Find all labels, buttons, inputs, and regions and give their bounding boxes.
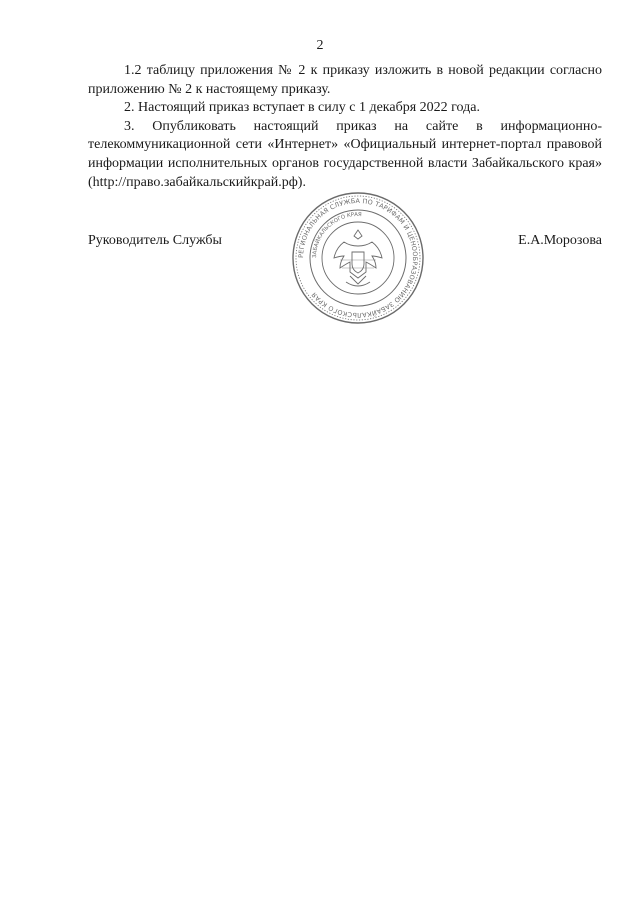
paragraph-2: 2. Настоящий приказ вступает в силу с 1 декабря 2022 года. xyxy=(124,100,480,116)
seal-inner-text: ЗАБАЙКАЛЬСКОГО КРАЯ xyxy=(311,211,362,259)
document-body xyxy=(88,62,602,192)
coat-of-arms-icon xyxy=(334,230,382,286)
signatory-name: Е.А.Морозова xyxy=(518,233,602,248)
seal-graphic xyxy=(290,190,426,326)
signatory-title: Руководитель Службы xyxy=(88,233,222,248)
seal-outer-text: РЕГИОНАЛЬНАЯ СЛУЖБА ПО ТАРИФАМ И ЦЕНООБРАЗОВАНИЮ ЗАБАЙКАЛЬСКОГО КРАЯ xyxy=(296,196,420,320)
page-number: 2 xyxy=(316,38,324,53)
paragraph-1-2: 1.2 таблицу приложения № 2 к приказу изложить в новой редакции согласно приложению № 2 к настоящему приказу. xyxy=(88,63,602,97)
official-seal-stamp xyxy=(290,190,426,326)
paragraph-3: 3. Опубликовать настоящий приказ на сайте в информационно-телекоммуникационной сети «Интернет» «Официальный интернет-портал правовой информации исполнительных органов государственной власти Забайкальского края» (http://право.забайкальскийкрай.рф). xyxy=(88,118,602,190)
